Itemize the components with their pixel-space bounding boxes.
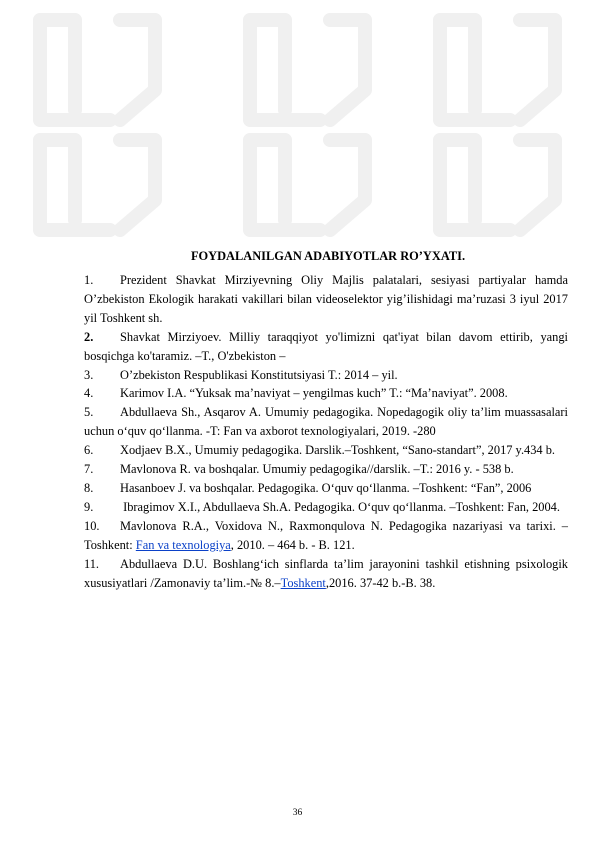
reference-link-publisher[interactable]: Fan va texnologiya	[135, 537, 231, 552]
reference-text-before-link: Mavlonova R.A., Voxidova N., Raxmonqulova N. Pedagogika nazariyasi va tarixi. – Toshkent:	[84, 518, 568, 552]
watermark-glyph-6	[440, 140, 555, 230]
references-list	[84, 271, 568, 592]
reference-link-city[interactable]: Toshkent	[280, 575, 326, 590]
reference-item-8	[84, 479, 568, 498]
reference-text: Hasanboev J. va boshqalar. Pedagogika. O‘quv qo‘llanma. –Toshkent: “Fan”, 2006	[120, 480, 532, 495]
reference-text-after-link: ,2016. 37-42 b.-B. 38.	[325, 575, 436, 590]
reference-text: Ibragimov X.I., Abdullaeva Sh.A. Pedagogika. O‘quv qo‘llanma. –Toshkent: Fan, 2004.	[120, 499, 560, 514]
reference-number: 8.	[84, 480, 94, 495]
reference-item-6	[84, 441, 568, 460]
watermark-glyph-4	[40, 140, 155, 230]
reference-text: Prezident Shavkat Mirziyevning Oliy Majlis palatalari, sesiyasi partiyalar hamda O’zbekiston Ekologik harakati vakillari bilan videoselektor yig’ilishidagi ma’ruzasi 3 iyul 2017 yil Toshkent sh.	[84, 273, 568, 325]
reference-item-7	[84, 460, 568, 479]
reference-number: 3.	[84, 367, 94, 382]
reference-item-9	[84, 498, 568, 517]
reference-text: Xodjaev B.X., Umumiy pedagogika. Darslik.–Toshkent, “Sano-standart”, 2017 y.434 b.	[120, 443, 556, 458]
reference-number: 6.	[84, 443, 94, 458]
watermark-glyph-2	[250, 20, 365, 120]
references-title: FOYDALANILGAN ADABIYOTLAR RO’YXATI.	[190, 249, 466, 263]
reference-number: 4.	[84, 386, 94, 401]
reference-item-11	[84, 555, 568, 593]
reference-text-after-link: , 2010. – 464 b. - B. 121.	[230, 537, 355, 552]
reference-item-4	[84, 384, 568, 403]
reference-number: 9.	[84, 499, 94, 514]
page-number: 36	[292, 808, 303, 818]
reference-number: 1.	[84, 273, 94, 287]
page-content	[84, 248, 568, 592]
reference-number: 11.	[84, 556, 100, 571]
reference-number: 7.	[84, 462, 94, 477]
reference-item-1	[84, 271, 568, 328]
watermark-glyph-1	[40, 20, 155, 120]
reference-item-5	[84, 403, 568, 441]
watermark-glyph-3	[440, 20, 555, 120]
reference-text-before-link: Abdullaeva D.U. Boshlang‘ich sinflarda ta’lim jarayonini tashkil etishning psixologik xususiyatlari /Zamonaviy ta’lim.-№ 8.–	[84, 556, 568, 590]
reference-item-10	[84, 517, 568, 555]
reference-number: 5.	[84, 405, 94, 420]
reference-number: 10.	[84, 518, 100, 533]
watermark-glyph-5	[250, 140, 365, 230]
reference-item-2	[84, 328, 568, 366]
reference-number: 2.	[84, 329, 94, 344]
reference-text: Abdullaeva Sh., Asqarov A. Umumiy pedagogika. Nopedagogik oliy ta’lim muassasalari uchun o‘quv qo‘llanma. -T: Fan va axborot texnologiyalari, 2019. -280	[84, 405, 568, 439]
reference-text: O’zbekiston Respublikasi Konstitutsiyasi T.: 2014 – yil.	[120, 367, 398, 382]
reference-text: Mavlonova R. va boshqalar. Umumiy pedagogika//darslik. –T.: 2016 y. - 538 b.	[120, 462, 514, 477]
reference-item-3	[84, 366, 568, 385]
reference-text: Shavkat Mirziyoev. Milliy taraqqiyot yo'limizni qat'iyat bilan davom ettirib, yangi bosqichga ko'taramiz. –T., O'zbekiston –	[84, 329, 568, 363]
reference-text: Karimov I.A. “Yuksak ma’naviyat – yengilmas kuch” T.: “Ma’naviyat”. 2008.	[120, 386, 508, 401]
